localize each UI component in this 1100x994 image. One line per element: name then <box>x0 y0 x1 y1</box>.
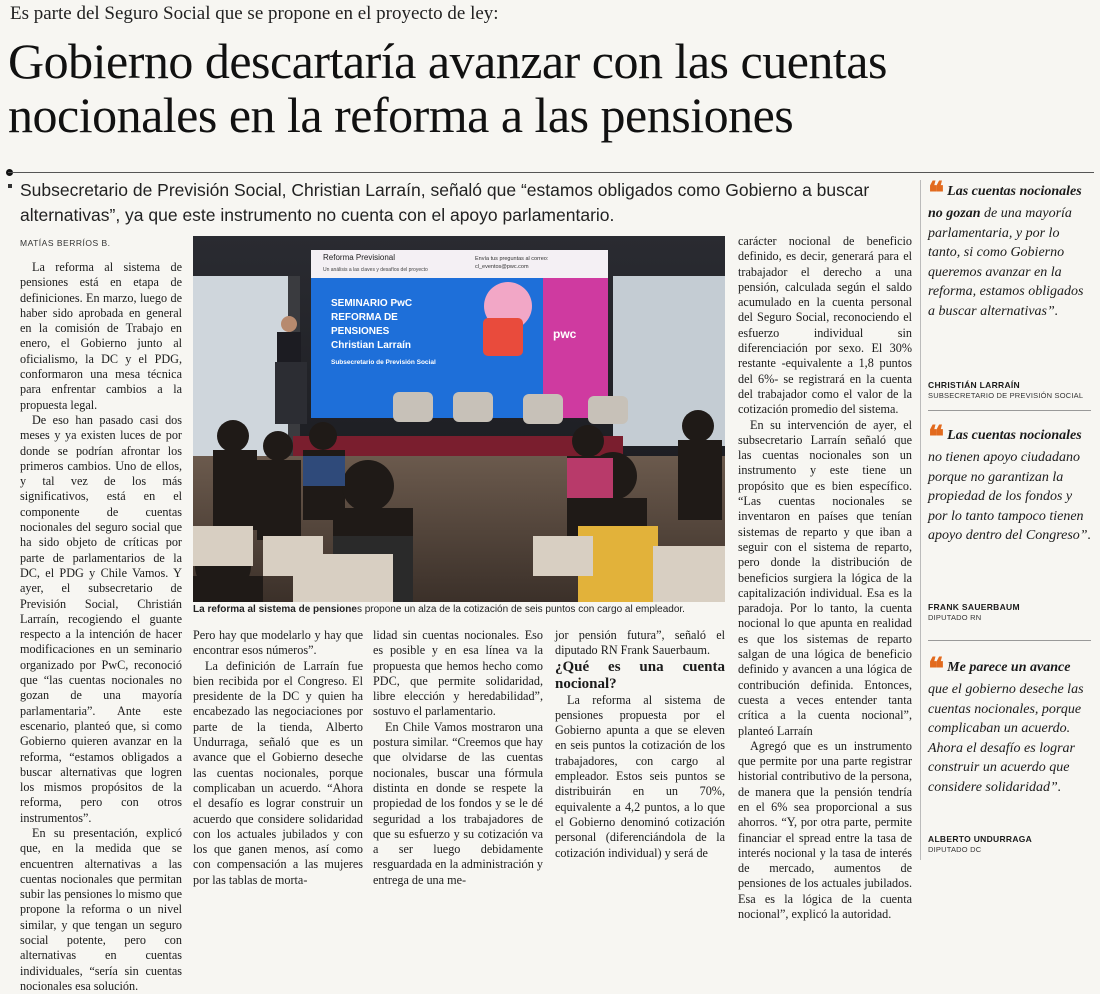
paragraph: En Chile Vamos mostraron una postura similar. “Creemos que hay que olvidarse de las cuentas nocionales, buscar una fórmula distinta en donde se respete la propiedad de los fondos y se le dé seguridad a los trabajadores de que su esfuerzo y su cotización va a ser luego debidamente resguardada en la administración y entrega de una me- <box>373 719 543 887</box>
event-photo <box>193 236 725 602</box>
screen-small: Reforma Previsional <box>323 253 396 262</box>
paragraph: jor pensión futura”, señaló el diputado RN Frank Sauerbaum. <box>555 628 725 658</box>
quote-bold: Las cuentas nocionales <box>947 428 1082 443</box>
section-heading: ¿Qué es una cuenta nocional? <box>555 658 725 692</box>
sidebar-divider <box>920 180 921 860</box>
paragraph: carácter nocional de beneficio definido, es decir, generará para el trabajador el derecho a una pensión, calculada según el saldo acumulado en la cuenta personal del Seguro Social, reconociendo el esfuerzo individual sin diferenciación por sexo. El 30% restante -equivalente a 1,8 puntos del 6%- se registrará en la cuenta del trabajador como el valor de la cotización promedio del sistema. <box>738 234 912 417</box>
paragraph: lidad sin cuentas nocionales. Eso es posible y en esa línea va la propuesta que hemos hecho como PDC, que permite solidaridad, libre elección y heredabilidad”, sostuvo el parlamentario. <box>373 628 543 719</box>
paragraph: Agregó que es un instrumento que permite por una parte registrar historial contributivo de la persona, de manera que la pensión tendría en el 6% sea proporcional a sus ahorros. “Y, por otra parte, permite financiar el spread entre la tasa de interés nocional y la tasa de interés de mercado, aumentos de pensiones de los actuales jubilados. Esa es la lógica de la cuenta nocional”, explicó la autoridad. <box>738 738 912 922</box>
paragraph: En su presentación, explicó que, en la medida que se encuentren alternativas a las cuentas nocionales que permitan subir las pensiones lo mismo que propone la reforma o un nivel similar, y que tengan un seguro social potente, pero con alternativas en cuentas individuales, “sería sin cuentas nocionales esa solución. <box>20 825 182 993</box>
paragraph: En su intervención de ayer, el subsecretario Larraín señaló que las cuentas nocionales son un instrumento y este tiene un propósito que es bien específico. “Las cuentas nocionales se inventaron en países que tenían sistemas de reparto y que iban a seguir con el sistema de reparto, pero donde la distribución de beneficios surgiera la lógica de la capitalización individual. Esa es la paradoja. Por lo tanto, la cuenta nocional lo que apunta en realidad es que los sistemas de reparto salgan de una lógica de beneficio definido y avancen a una lógica de contribución definida. Entonces, cuesta a veces entender tanta crítica a la cuenta nocional”, planteó Larraín <box>738 417 912 738</box>
quote-mark-icon: ❝ <box>928 652 945 687</box>
quote-text: de una mayoría parlamentaria, y por lo tanto, si como Gobierno queremos avanzar en la reforma, estamos obligados a buscar alternativas”. <box>928 206 1084 319</box>
column-1 <box>20 260 182 994</box>
quote-author: CHRISTIÁN LARRAÍN <box>928 380 1020 390</box>
pull-quote-2 <box>928 420 1093 546</box>
screen-email-2: cl_eventos@pwc.com <box>475 264 529 270</box>
quote-author: FRANK SAUERBAUM <box>928 602 1020 612</box>
quote-divider <box>928 640 1091 641</box>
quote-author: ALBERTO UNDURRAGA <box>928 834 1033 844</box>
subtitle: Subsecretario de Previsión Social, Christian Larraín, señaló que “estamos obligados como Gobierno a buscar alternativas”, ya que este instrumento no cuenta con el apoyo parlamentario. <box>20 180 870 225</box>
screen-line-1: SEMINARIO PwC <box>331 298 413 309</box>
paragraph: La reforma al sistema de pensiones está en etapa de definiciones. En marzo, luego de haber sido aprobada en general en la comisión de Trabajo en enero, el Gobierno junto al oficialismo, la DC y el PDG, conformaron una mesa técnica para enfrentar cambios a la propuesta legal. <box>20 260 182 412</box>
column-5 <box>738 234 912 922</box>
caption-rest: s propone un alza de la cotización de seis puntos con cargo al empleador. <box>356 604 685 615</box>
quote-mark-icon: ❝ <box>928 420 945 455</box>
quote-bold: Las cuentas nocionales no gozan <box>928 184 1082 221</box>
quote-divider <box>928 410 1091 411</box>
quote-mark-icon: ❝ <box>928 176 945 211</box>
quote-role: DIPUTADO RN <box>928 613 982 622</box>
paragraph: La reforma al sistema de pensiones propuesta por el Gobierno apunta a que se eleven en seis puntos la cotización de los trabajadores, con cargo al empleador. Estos seis puntos se distribuirán en un 70%, equivalente a 4,2 puntos, a lo que el Gobierno denominó cotización personal (diferenciándola de la cotización individual) y será de <box>555 692 725 860</box>
byline: MATÍAS BERRÍOS B. <box>20 238 111 248</box>
column-4 <box>555 628 725 861</box>
screen-email-1: Envía tus preguntas al correo: <box>475 256 549 262</box>
paragraph: De eso han pasado casi dos meses y ya existen luces de por donde se podrían afrontar los primeros cambios. Uno de ellos, y tal vez de los más significativos, está en el componente de cuentas nocionales del seguro social que ha sido objeto de críticas por parte de parlamentarios de la DC, el PDG y Chile Vamos. Y ayer, el subsecretario de Previsión Social, Christián Larraín, recogiendo el guante respecto a la intención de hacer modificaciones en un seminario organizado por PwC, reconoció que “las cuentas nocionales no gozan de una mayoría parlamentaria”. Ante este escenario, planteó que, si como Gobierno quieren avanzar en la reforma, “estamos obligados a buscar alternativas que logren los mismos propósitos de la reforma, pero con otros instrumentos”. <box>20 412 182 825</box>
screen-sub: Un análisis a las claves y desafíos del proyecto <box>323 267 428 273</box>
screen-line-3: PENSIONES <box>331 326 390 337</box>
subtitle-bullet <box>8 184 12 188</box>
headline: Gobierno descartaría avanzar con las cuentas nocionales en la reforma a las pensiones <box>8 33 887 143</box>
pull-quote-1 <box>928 176 1093 321</box>
pull-quote-3 <box>928 652 1093 797</box>
quote-role: SUBSECRETARIO DE PREVISIÓN SOCIAL <box>928 391 1084 400</box>
quote-bold: Me parece un avance <box>947 660 1071 675</box>
caption-bold: La reforma al sistema de pensione <box>193 604 357 615</box>
column-2 <box>193 628 363 888</box>
screen-line-4: Christian Larraín <box>331 340 412 351</box>
screen-line-5: Subsecretario de Previsión Social <box>331 359 436 366</box>
divider <box>8 172 1094 173</box>
paragraph: La definición de Larraín fue bien recibida por el Congreso. El presidente de la DC y quien ha encabezado las negociaciones por parte de la tienda, Alberto Undurraga, señaló que es un avance que el Gobierno deseche las cuentas nocionales, porque complicaban un acuerdo. “Ahora el desafío es lograr construir un acuerdo que considere solidaridad con los actuales jubilados y con los que ganen menos, así como con compensación a las mujeres por las tablas de morta- <box>193 658 363 887</box>
screen-line-2: REFORMA DE <box>331 312 398 323</box>
photo-illustration <box>193 236 725 602</box>
photo-caption <box>193 604 728 615</box>
quote-text: que el gobierno deseche las cuentas nocionales, porque complicaban un acuerdo. Ahora el desafío es lograr construir un acuerdo que considere solidaridad”. <box>928 682 1084 795</box>
quote-role: DIPUTADO DC <box>928 845 982 854</box>
kicker: Es parte del Seguro Social que se propone en el proyecto de ley: <box>10 3 499 24</box>
screen-logo: pwc <box>553 327 577 341</box>
column-3 <box>373 628 543 888</box>
quote-text: no tienen apoyo ciudadano porque no garantizan la propiedad de los fondos y por lo tanto tampoco tienen apoyo dentro del Congreso”. <box>928 450 1092 543</box>
paragraph: Pero hay que modelarlo y hay que encontrar esos números”. <box>193 628 363 658</box>
